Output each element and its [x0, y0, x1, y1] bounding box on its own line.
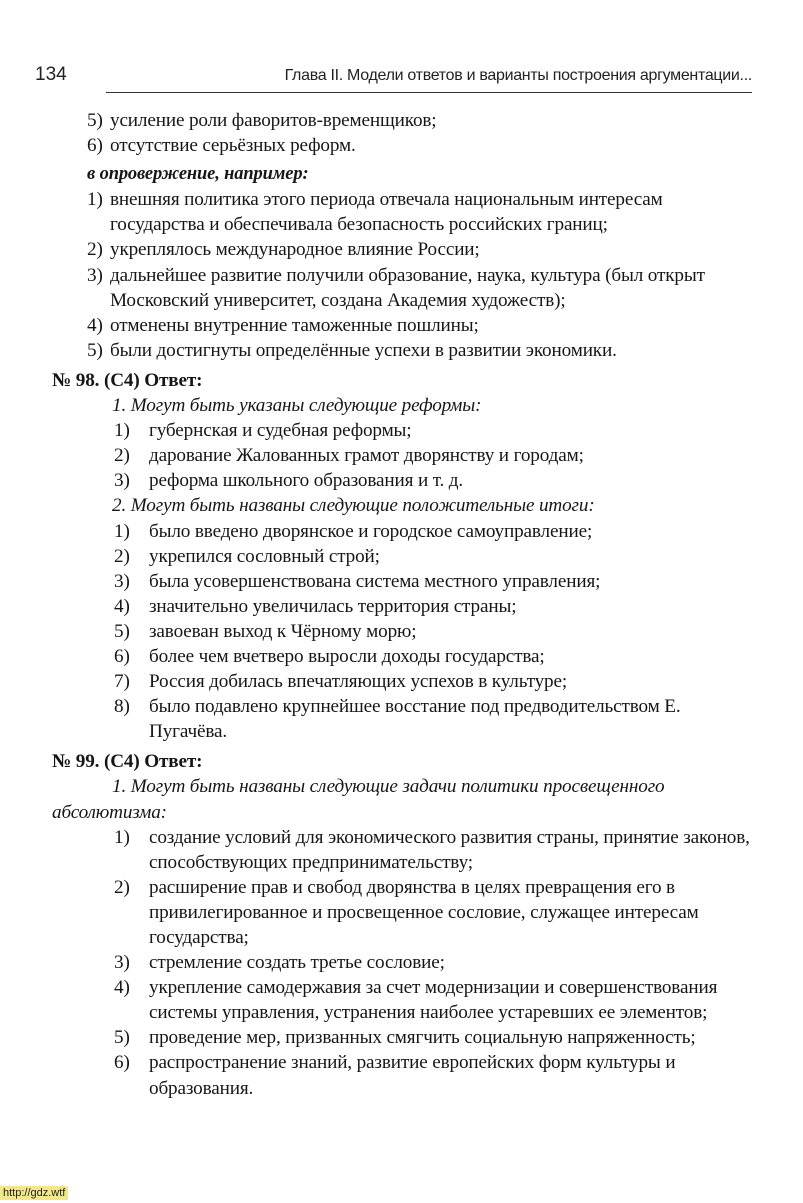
list-item	[52, 108, 752, 133]
list-item	[52, 594, 752, 619]
item-text: расширение прав и свобод дворянства в целях превращения его в привилегированное и просвещенное сословие, служащее интересам государства;	[149, 876, 699, 948]
list-item	[52, 975, 752, 1025]
item-number: 4)	[114, 977, 130, 999]
task-98-part2-title: 2. Могут быть названы следующие положительные итоги:	[112, 495, 595, 517]
item-number: 4)	[87, 314, 103, 336]
list-item	[52, 133, 752, 158]
list-item	[52, 644, 752, 669]
item-text: Россия добилась впечатляющих успехов в культуре;	[149, 671, 568, 693]
item-text: проведение мер, призванных смягчить социальную напряженность;	[149, 1027, 696, 1049]
item-number: 5)	[87, 339, 103, 361]
task-99-heading: № 99. (С4) Ответ:	[52, 751, 203, 773]
item-number: 2)	[87, 239, 103, 261]
item-number: 6)	[87, 135, 103, 157]
item-text: укрепился сословный строй;	[149, 545, 380, 567]
page-content	[52, 108, 752, 1101]
item-text: губернская и судебная реформы;	[149, 420, 412, 442]
running-title: Глава II. Модели ответов и варианты построения аргументации...	[284, 67, 752, 84]
item-text: реформа школьного образования и т. д.	[149, 470, 464, 492]
list-item	[52, 619, 752, 644]
task-98-heading: № 98. (С4) Ответ:	[52, 369, 203, 391]
item-number: 1)	[114, 826, 130, 848]
item-number: 1)	[114, 420, 130, 442]
item-text: была усовершенствована система местного управления;	[149, 570, 601, 592]
list-item	[52, 1050, 752, 1100]
list-item	[52, 569, 752, 594]
item-number: 5)	[114, 1027, 130, 1049]
item-number: 1)	[87, 189, 103, 211]
item-number: 3)	[114, 570, 130, 592]
item-text: более чем вчетверо выросли доходы государства;	[149, 645, 545, 667]
list-item	[52, 950, 752, 975]
page-number: 134	[35, 64, 67, 85]
list-item	[52, 443, 752, 468]
item-text: были достигнуты определённые успехи в развитии экономики.	[110, 339, 617, 361]
item-text: завоеван выход к Чёрному морю;	[149, 620, 417, 642]
item-text: дарование Жалованных грамот дворянству и городам;	[149, 445, 584, 467]
item-number: 3)	[87, 264, 103, 286]
item-text: укреплялось международное влияние России;	[110, 239, 480, 261]
item-number: 6)	[114, 1052, 130, 1074]
item-number: 2)	[114, 445, 130, 467]
task-98-reforms-list	[52, 418, 752, 493]
list-item	[52, 519, 752, 544]
list-top	[52, 108, 752, 158]
item-number: 3)	[114, 470, 130, 492]
list-item	[52, 418, 752, 443]
item-number: 6)	[114, 645, 130, 667]
list-item	[52, 669, 752, 694]
list-item	[52, 1025, 752, 1050]
watermark-link[interactable]: http://gdz.wtf	[0, 1186, 68, 1200]
item-number: 5)	[114, 620, 130, 642]
item-number: 8)	[114, 696, 130, 718]
item-text: укрепление самодержавия за счет модернизации и совершенствования системы управления, устранения наиболее устаревших ее элементов;	[149, 977, 718, 1024]
task-99-goals-list	[52, 825, 752, 1101]
item-text: усиление роли фаворитов-временщиков;	[110, 110, 437, 131]
list-refutation	[52, 187, 752, 363]
item-text: отсутствие серьёзных реформ.	[110, 135, 356, 157]
list-item	[52, 875, 752, 950]
list-item	[52, 544, 752, 569]
header-rule	[106, 92, 752, 93]
item-number: 1)	[114, 520, 130, 542]
item-number: 5)	[87, 110, 103, 131]
item-number: 2)	[114, 876, 130, 898]
list-item	[52, 263, 752, 313]
item-number: 4)	[114, 595, 130, 617]
item-text: было введено дворянское и городское самоуправление;	[149, 520, 593, 542]
item-number: 2)	[114, 545, 130, 567]
item-text: отменены внутренние таможенные пошлины;	[110, 314, 479, 336]
list-item	[52, 338, 752, 363]
item-text: дальнейшее развитие получили образование, наука, культура (был открыт Московский университет, создана Академия художеств);	[110, 264, 705, 311]
refutation-heading: в опровержение, например:	[87, 164, 309, 185]
item-number: 3)	[114, 952, 130, 974]
item-text: было подавлено крупнейшее восстание под предводительством Е. Пугачёва.	[149, 696, 681, 743]
task-98-results-list	[52, 519, 752, 745]
list-item	[52, 694, 752, 744]
list-item	[52, 313, 752, 338]
item-text: распространение знаний, развитие европейских форм культуры и образования.	[149, 1052, 676, 1099]
list-item	[52, 468, 752, 493]
task-98-part1-title: 1. Могут быть указаны следующие реформы:	[112, 395, 482, 417]
item-text: стремление создать третье сословие;	[149, 952, 445, 974]
item-text: значительно увеличилась территория страны;	[149, 595, 517, 617]
list-item	[52, 237, 752, 262]
item-text: создание условий для экономического развития страны, принятие законов, способствующих предпринимательству;	[149, 826, 750, 873]
list-item	[52, 825, 752, 875]
list-item	[52, 187, 752, 237]
task-99-part1-title: 1. Могут быть названы следующие задачи политики просвещенного абсолютизма:	[52, 776, 665, 823]
item-number: 7)	[114, 671, 130, 693]
item-text: внешняя политика этого периода отвечала национальным интересам государства и обеспечивала безопасность российских границ;	[110, 189, 663, 236]
